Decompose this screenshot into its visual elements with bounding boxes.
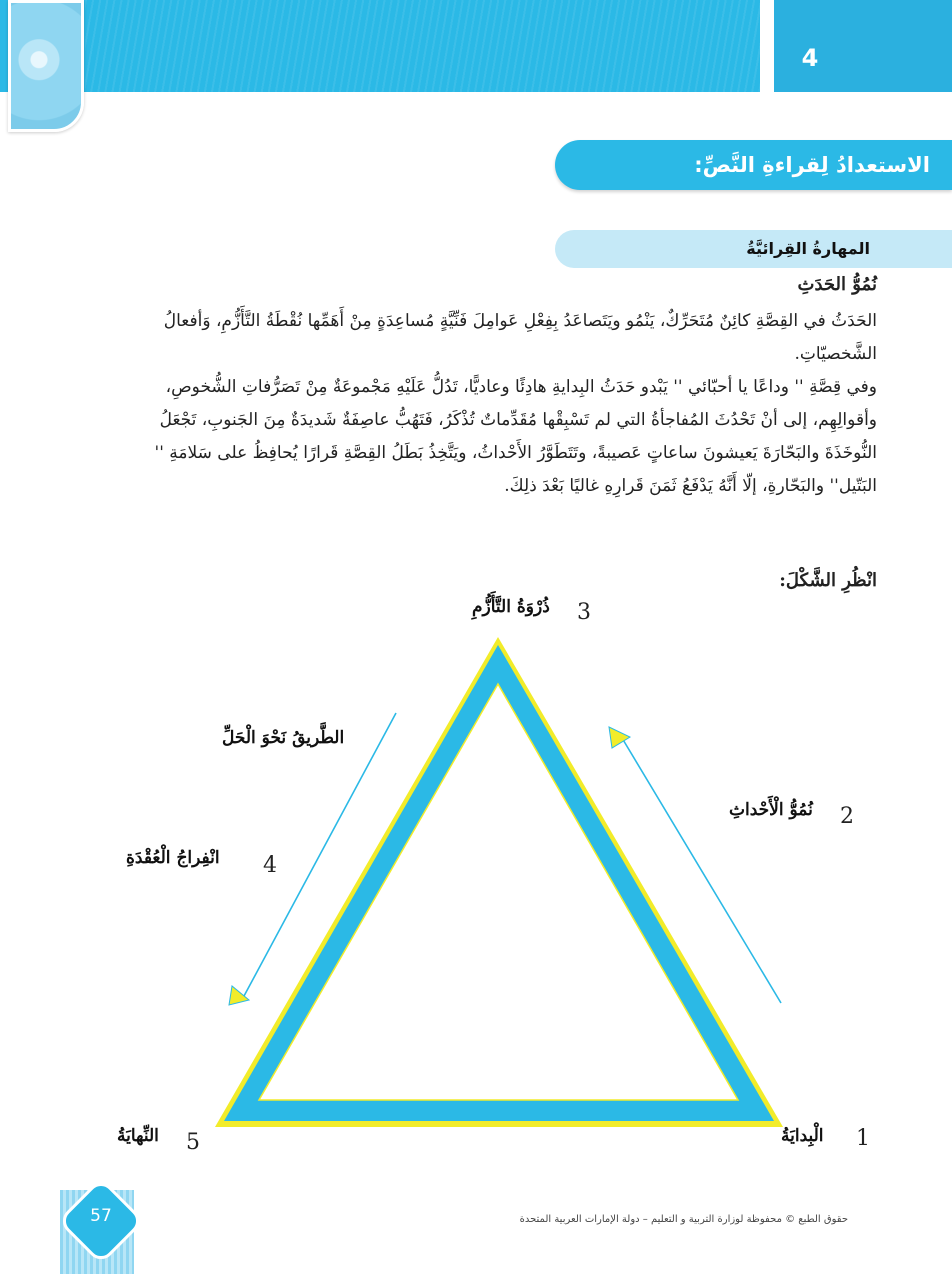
stage-2-number: 2 [840, 804, 854, 829]
chapter-number: 4 [801, 44, 819, 72]
page-number: 57 [90, 1206, 112, 1226]
subsection-title: المهارةُ القِرائيَّةُ [746, 239, 870, 258]
stage-5-number: 5 [186, 1130, 200, 1155]
stage-3-label: ذُرْوَةُ التَّأَزُّمِ [472, 597, 550, 617]
stage-4-label: انْفِراجُ الْعُقْدَةِ [126, 848, 220, 868]
figure-prompt: انْظُرِ الشَّكْلَ: [779, 570, 877, 591]
falling-arrowhead [229, 986, 249, 1005]
stage-3-number: 3 [577, 600, 591, 625]
paragraph-2: وفي قِصَّةِ '' وداعًا يا أحبّائي '' يَبْدو حَدَثُ البِدايةِ هادِئًا وعاديًّا، تَدُلُّ عَلَيْهِ مَجْموعَةٌ مِنْ تَصَرُّفاتِ الشُّخوصِ، وأقوالِهِم، إلى أنْ تَحْدُثَ المُفاجأةُ التي لم تَسْبِقْها مُقَدِّماتٌ تُذْكَرُ، فَتَهُبُّ عاصِفَةٌ شَديدَةٌ مِنَ الجَنوبِ، تَجْعَلُ النُّوخَذَةَ والبَحّارَةَ يَعيشونَ ساعاتٍ عَصيبةً، وتَتَطَوَّرُ الأَحْداثُ، ويَتَّخِذُ بَطَلُ القِصَّةِ قَرارًا يُحافِظُ على سَلامَةِ '' البَتّيل'' والبَحّارةِ، إلّا أَنَّهُ يَدْفَعُ ثَمَنَ قَرارِهِ غاليًا بَعْدَ ذلِكَ. [154, 377, 877, 496]
path-to-resolution-label: الطَّريقُ نَحْوَ الْحَلِّ [222, 728, 345, 748]
stage-1-number: 1 [856, 1126, 870, 1151]
stage-4-number: 4 [263, 853, 277, 878]
body-heading: نُمُوُّ الحَدَثِ [797, 274, 877, 295]
triangle [215, 637, 783, 1127]
stage-1-label: الْبِدايَةُ [781, 1126, 824, 1146]
paragraph-1: الحَدَثُ في القِصَّةِ كائِنٌ مُتَحَرِّكٌ، يَنْمُو ويَتَصاعَدُ بِفِعْلِ عَوامِلَ فَنِّيَّةٍ مُساعِدَةٍ مِنْ أَهَمِّها نُقْطَةُ التَّأَزُّمِ، وَأفعالُ الشَّخصيّاتِ. [163, 311, 877, 364]
section-title: الاستعدادُ لِقراءةِ النَّصِّ: [694, 153, 930, 177]
stage-5-label: النِّهايَةُ [117, 1126, 159, 1146]
copyright-notice: حقوق الطبع © محفوظة لوزارة التربية و التعليم – دولة الإمارات العربية المتحدة [519, 1214, 848, 1225]
stage-2-label: نُمُوُّ الْأَحْداثِ [729, 800, 813, 820]
